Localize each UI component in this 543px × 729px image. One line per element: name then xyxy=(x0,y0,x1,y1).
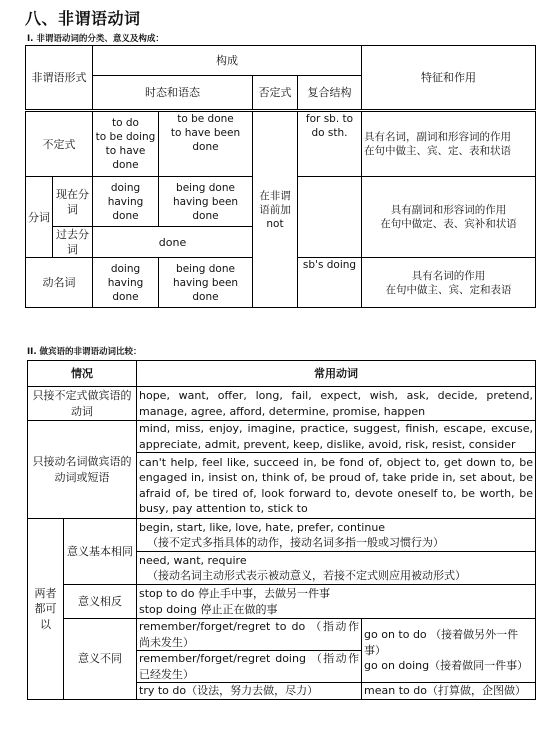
gerund-passive: being done having been done xyxy=(159,258,253,308)
past-participle-label: 过去分 词 xyxy=(53,227,93,258)
present-participle-label: 现在分 词 xyxy=(53,177,93,227)
same-note-2: （接动名词主动形式表示被动意义，若接不定式则应用被动形式） xyxy=(147,569,466,582)
inf-only-label: 只接不定式做宾语的动词 xyxy=(28,387,137,421)
go-on-group xyxy=(362,619,536,683)
infinitive-features: 具有名词，副词和形容词的作用 在句中做主、宾、定、表和状语 xyxy=(362,111,536,177)
negative-rule: 在非谓 语前加 not xyxy=(253,111,298,308)
mean-to-do: mean to do（打算做，企图做） xyxy=(362,683,536,700)
present-participle-active: doing having done xyxy=(93,177,159,227)
participle-label: 分词 xyxy=(26,177,53,258)
same-verbs-2: need, want, require xyxy=(139,553,247,567)
remember-to-do: remember/forget/regret to do （指动作尚未发生） xyxy=(137,619,362,651)
stop-doing: stop doing 停止正在做的事 xyxy=(139,602,278,616)
go-on-to-do: go on to do （接着做另外一件事） xyxy=(364,628,519,657)
try-to-do: try to do（设法，努力去做，尽力） xyxy=(137,683,362,700)
same-meaning-label: 意义基本相同 xyxy=(64,519,137,585)
gerund-features: 具有名词的作用 在句中做主、宾、定和表语 xyxy=(362,258,536,308)
form-header: 非谓语形式 xyxy=(26,46,93,111)
part2-title: II. 做宾语的非谓语动词比较： xyxy=(27,347,142,357)
compound-header: 复合结构 xyxy=(298,76,362,111)
opposite-meaning-group xyxy=(137,585,536,619)
situation-header: 情况 xyxy=(28,361,137,387)
object-comparison-table xyxy=(27,360,536,700)
stop-to-do: stop to do 停止手中事，去做另一件事 xyxy=(139,587,331,600)
gerund-label: 动名词 xyxy=(26,258,93,308)
past-participle-form: done xyxy=(93,227,253,258)
participle-features: 具有副词和形容词的作用 在句中做定、表、宾补和状语 xyxy=(362,177,536,258)
gerund-only-label: 只接动名词做宾语的动词或短语 xyxy=(28,421,137,519)
same-meaning-group-2 xyxy=(137,552,536,585)
gerund-only-verbs-2: can't help, feel like, succeed in, be fond of, object to, get down to, be engaged in, insist on, think of, be proud of, take pride in, set about, be afraid of, be tired of, look forward to, devote oneself to, be worth, be busy, pay attention to, stick to xyxy=(137,453,536,519)
section-title: 八、非谓语动词 xyxy=(25,9,141,28)
gerund-compound: sb's doing xyxy=(298,258,362,308)
both-label: 两者 都可 以 xyxy=(28,519,64,700)
go-on-doing: go on doing（接着做同一件事） xyxy=(364,659,529,673)
verbs-header: 常用动词 xyxy=(137,361,536,387)
same-note-1: （接不定式多指具体的动作，接动名词多指一般或习惯行为） xyxy=(147,536,444,549)
tense-voice-header: 时态和语态 xyxy=(93,76,253,111)
part1-title: I. 非谓语动词的分类、意义及构成： xyxy=(27,34,164,44)
remember-doing: remember/forget/regret doing （指动作已经发生） xyxy=(137,651,362,683)
infinitive-active: to do to be doing to have done xyxy=(93,111,159,177)
negative-header: 否定式 xyxy=(253,76,298,111)
infinitive-passive: to be done to have been done xyxy=(159,111,253,177)
nonfinite-forms-table xyxy=(25,45,536,308)
inf-only-verbs: hope, want, offer, long, fail, expect, wish, ask, decide, pretend, manage, agree, afford, determine, promise, happen xyxy=(137,387,536,421)
features-header: 特征和作用 xyxy=(362,46,536,111)
gerund-only-verbs-1: mind, miss, enjoy, imagine, practice, suggest, finish, escape, excuse, appreciate, admit, prevent, keep, dislike, avoid, risk, resist, consider xyxy=(137,421,536,453)
gerund-active: doing having done xyxy=(93,258,159,308)
opposite-meaning-label: 意义相反 xyxy=(64,585,137,619)
infinitive-compound: for sb. to do sth. xyxy=(298,111,362,177)
same-verbs-1: begin, start, like, love, hate, prefer, continue xyxy=(139,520,386,534)
different-meaning-label: 意义不同 xyxy=(64,619,137,700)
participle-compound-empty xyxy=(298,177,362,258)
structure-header: 构成 xyxy=(93,46,362,76)
present-participle-passive: being done having been done xyxy=(159,177,253,227)
same-meaning-group-1 xyxy=(137,519,536,552)
infinitive-label: 不定式 xyxy=(26,111,93,177)
